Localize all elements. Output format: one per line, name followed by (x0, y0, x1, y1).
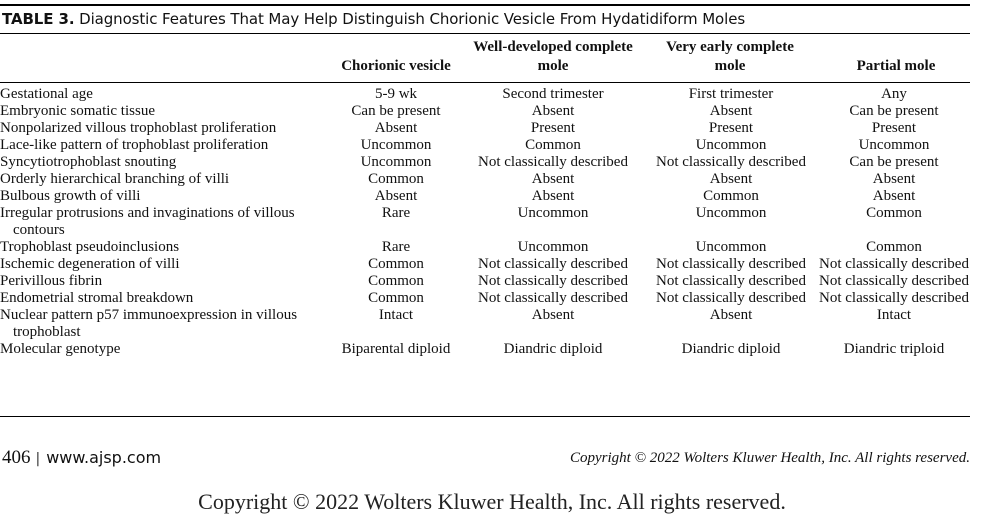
table-number: TABLE 3. (2, 10, 75, 28)
diagnostic-features-table (0, 86, 970, 358)
table-row (0, 120, 970, 137)
table-row (0, 307, 970, 341)
feature-label: Endometrial stromal breakdown (0, 290, 194, 306)
title-rule (0, 33, 970, 34)
feature-label: Syncytiotrophoblast snouting (0, 154, 177, 170)
table-row (0, 256, 970, 273)
value-cell: Uncommon (360, 154, 432, 170)
value-cell: Biparental diploid (341, 341, 451, 357)
value-cell: Can be present (849, 103, 939, 119)
column-header-well-developed-complete-mole: Well-developed complete mole (473, 39, 633, 74)
value-cell: Common (368, 171, 424, 187)
value-cell: Present (708, 120, 754, 136)
value-cell: Not classically described (478, 273, 628, 289)
value-cell: Intact (378, 307, 414, 323)
value-cell: Uncommon (695, 239, 767, 255)
table-row (0, 188, 970, 205)
table-row (0, 137, 970, 154)
column-header-very-early-complete-mole: Very early complete mole (666, 39, 794, 74)
value-cell: Common (703, 188, 759, 204)
value-cell: Uncommon (695, 205, 767, 221)
value-cell: First trimester (688, 86, 774, 102)
value-cell: Absent (709, 307, 753, 323)
value-cell: Second trimester (502, 86, 604, 102)
value-cell: Absent (374, 188, 418, 204)
footer-copyright: Copyright © 2022 Wolters Kluwer Health, Inc. All rights reserved. (570, 450, 970, 466)
table-row (0, 341, 970, 358)
value-cell: Not classically described (478, 256, 628, 272)
value-cell: Common (866, 205, 922, 221)
value-cell: Absent (709, 103, 753, 119)
value-cell: Absent (709, 171, 753, 187)
value-cell: Not classically described (819, 290, 969, 306)
value-cell: Any (881, 86, 907, 102)
table-row (0, 205, 970, 239)
value-cell: Not classically described (819, 256, 969, 272)
value-cell: Diandric triploid (843, 341, 945, 357)
table-row (0, 154, 970, 171)
value-cell: Uncommon (858, 137, 930, 153)
value-cell: Absent (531, 188, 575, 204)
value-cell: Uncommon (517, 205, 589, 221)
table-title (2, 10, 745, 28)
feature-label-line: Nuclear pattern p57 immunoexpression in villous trophoblast (0, 307, 298, 340)
value-cell: Common (368, 273, 424, 289)
value-cell: Uncommon (517, 239, 589, 255)
value-cell: Absent (531, 103, 575, 119)
table-caption: Diagnostic Features That May Help Distinguish Chorionic Vesicle From Hydatidiform Moles (79, 10, 746, 28)
value-cell: Common (525, 137, 581, 153)
value-cell: Not classically described (656, 273, 806, 289)
table-row (0, 86, 970, 103)
value-cell: Not classically described (478, 290, 628, 306)
table-row (0, 290, 970, 307)
footer-separator: | (35, 451, 41, 467)
feature-label (0, 307, 330, 341)
feature-label: Lace-like pattern of trophoblast proliferation (0, 137, 269, 153)
value-cell: Common (368, 290, 424, 306)
table-row (0, 239, 970, 256)
value-cell: Absent (872, 188, 916, 204)
value-cell: Diandric diploid (681, 341, 781, 357)
value-cell: 5-9 wk (374, 86, 418, 102)
value-cell: Not classically described (478, 154, 628, 170)
feature-label: Ischemic degeneration of villi (0, 256, 180, 272)
feature-label: Gestational age (0, 86, 93, 102)
value-cell: Uncommon (360, 137, 432, 153)
value-cell: Uncommon (695, 137, 767, 153)
value-cell: Intact (876, 307, 912, 323)
feature-label: Orderly hierarchical branching of villi (0, 171, 230, 187)
value-cell: Not classically described (656, 256, 806, 272)
value-cell: Rare (381, 239, 411, 255)
value-cell: Absent (872, 171, 916, 187)
value-cell: Present (530, 120, 576, 136)
feature-label: Nonpolarized villous trophoblast proliferation (0, 120, 277, 136)
feature-label: Molecular genotype (0, 341, 121, 357)
feature-label: Trophoblast pseudoinclusions (0, 239, 180, 255)
value-cell: Diandric diploid (503, 341, 603, 357)
value-cell: Can be present (351, 103, 441, 119)
copyright-watermark: Copyright © 2022 Wolters Kluwer Health, Inc. All rights reserved. (198, 489, 786, 514)
footer-left (2, 447, 161, 469)
column-header-chorionic-vesicle: Chorionic vesicle (341, 58, 451, 74)
feature-label-line: Irregular protrusions and invaginations of villous contours (0, 205, 295, 238)
journal-website-link[interactable]: www.ajsp.com (46, 448, 162, 467)
feature-label: Bulbous growth of villi (0, 188, 141, 204)
page-number: 406 (2, 447, 31, 468)
table-row (0, 103, 970, 120)
value-cell: Absent (531, 307, 575, 323)
value-cell: Can be present (849, 154, 939, 170)
header-rule (0, 82, 970, 83)
table-bottom-rule (0, 416, 970, 417)
column-header-partial-mole: Partial mole (856, 58, 936, 74)
feature-label: Embryonic somatic tissue (0, 103, 155, 119)
value-cell: Not classically described (656, 290, 806, 306)
table-row (0, 171, 970, 188)
value-cell: Absent (374, 120, 418, 136)
value-cell: Not classically described (656, 154, 806, 170)
feature-label (0, 205, 330, 239)
table-row (0, 273, 970, 290)
value-cell: Absent (531, 171, 575, 187)
feature-label: Perivillous fibrin (0, 273, 103, 289)
value-cell: Rare (381, 205, 411, 221)
value-cell: Common (368, 256, 424, 272)
value-cell: Not classically described (819, 273, 969, 289)
table-top-rule (0, 4, 970, 6)
value-cell: Common (866, 239, 922, 255)
value-cell: Present (871, 120, 917, 136)
